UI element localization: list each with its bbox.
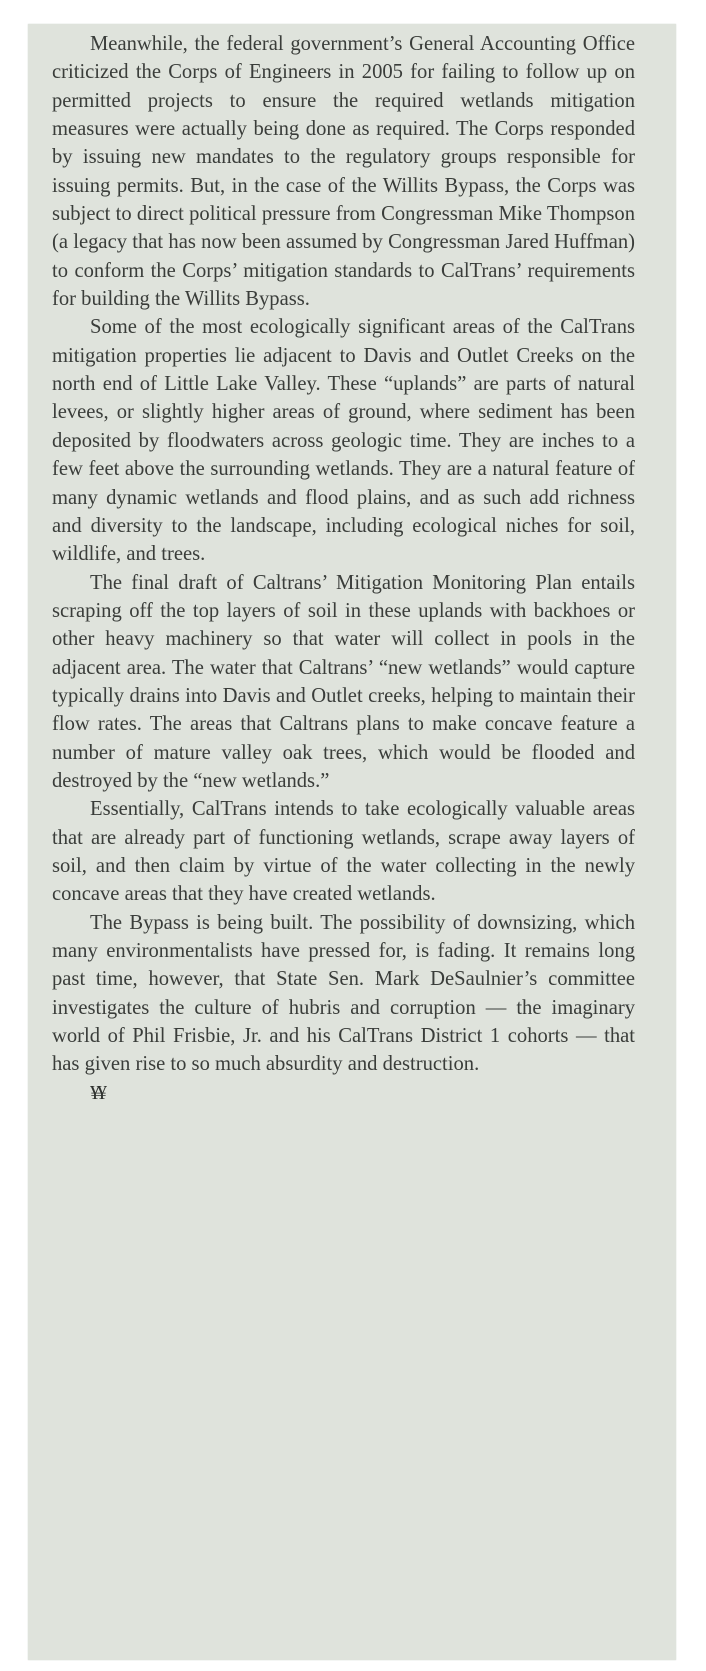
article-paragraph-4: Essentially, CalTrans intends to take ecologically valuable areas that are already part of functioning wetlands, scrape away layers of soil, and then claim by virtue of the water collecting in the newly concave areas that they have created wetlands. — [52, 798, 635, 906]
article-paragraph-2: Some of the most ecologically significant areas of the CalTrans mitigation properties lie adjacent to Davis and Outlet Creeks on the north end of Little Lake Valley. These “uplands” are parts of natural levees, or slightly higher areas of ground, where sediment has been deposited by floodwaters across geologic time. They are inches to a few feet above the surrounding wetlands. They are a natural feature of many dynamic wetlands and flood plains, and as such add richness and diversity to the landscape, including ecological niches for soil, wildlife, and trees. — [52, 316, 635, 566]
article-paragraph-1: Meanwhile, the federal government’s General Accounting Office criticized the Corps of Engineers in 2005 for failing to follow up on permitted projects to ensure the required wetlands mitigation measures were actually being done as required. The Corps responded by issuing new mandates to the regulatory groups responsible for issuing permits. But, in the case of the Willits Bypass, the Corps was subject to direct political pressure from Congressman Mike Thompson (a legacy that has now been assumed by Congressman Jared Huffman) to conform the Corps’ mitigation standards to CalTrans’ requirements for building the Willits Bypass. — [52, 33, 635, 311]
article-paragraph-5: The Bypass is being built. The possibility of downsizing, which many environmentalists have pressed for, is fading. It remains long past time, however, that State Sen. Mark DeSaulnier’s committee investigates the culture of hubris and corruption — the imaginary world of Phil Frisbie, Jr. and his CalTrans District 1 cohorts — that has given rise to so much absurdity and destruction. — [52, 911, 635, 1076]
end-of-article-mark: ¥¥ — [90, 1081, 104, 1104]
article-column — [52, 30, 635, 1107]
article-paragraph-3: The final draft of Caltrans’ Mitigation Monitoring Plan entails scraping off the top layers of soil in these uplands with backhoes or other heavy machinery so that water will collect in pools in the adjacent area. The water that Caltrans’ “new wetlands” would capture typically drains into Davis and Outlet creeks, helping to maintain their flow rates. The areas that Caltrans plans to make concave feature a number of mature valley oak trees, which would be flooded and destroyed by the “new wetlands.” — [52, 571, 635, 792]
